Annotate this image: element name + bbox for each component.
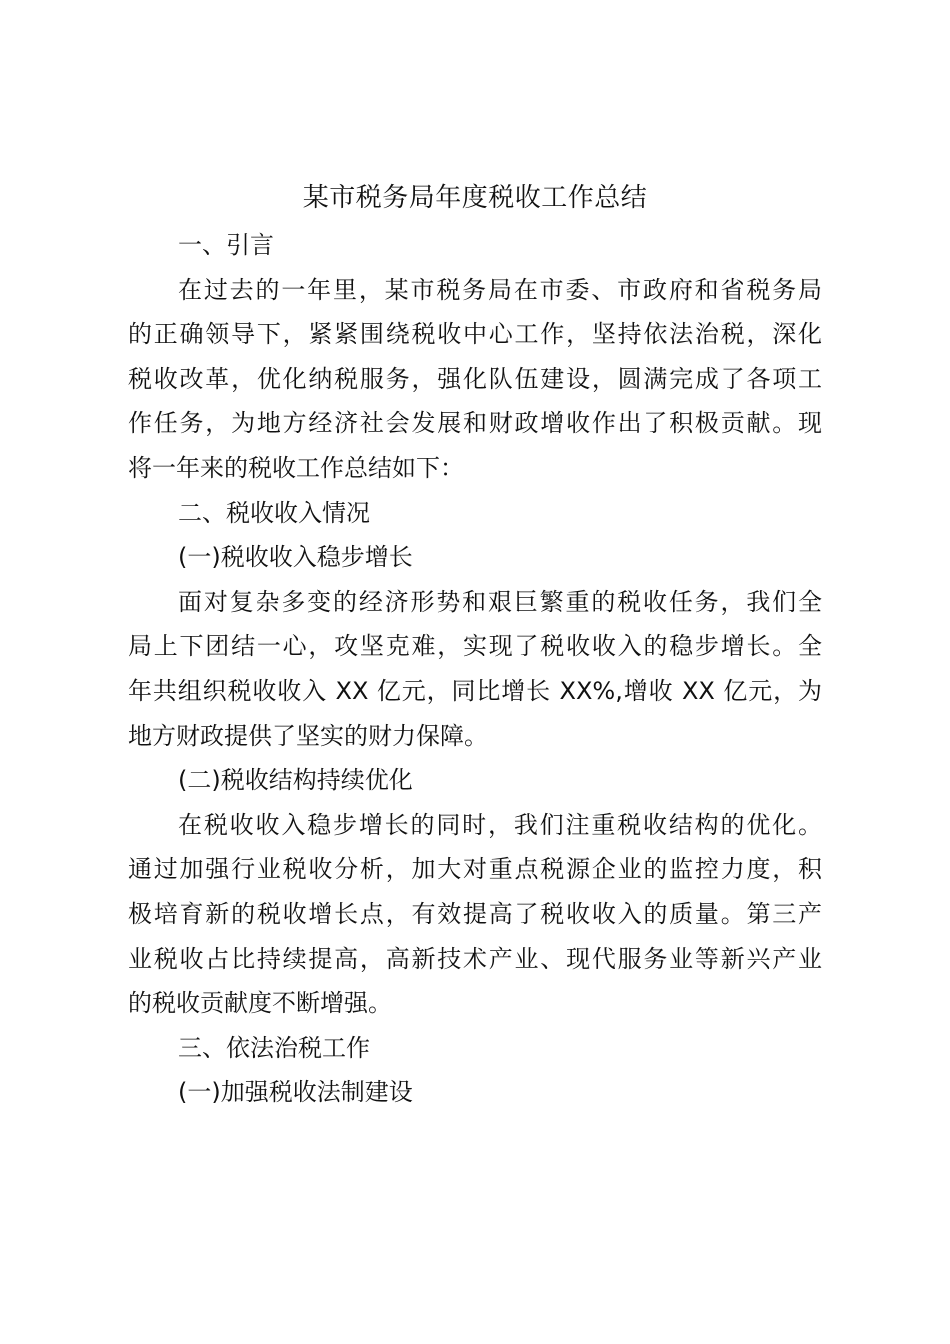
subsection-heading: (一)加强税收法制建设 — [178, 1078, 413, 1107]
section-heading-tax-revenue: 二、税收收入情况 — [178, 498, 370, 527]
subsection-heading: (一)税收收入稳步增长 — [178, 543, 413, 572]
document-title: 某市税务局年度税收工作总结 — [302, 183, 648, 213]
paragraph-line: 作任务，为地方经济社会发展和财政增收作出了积极贡献。现 — [128, 409, 822, 438]
paragraph-line: 年共组织税收收入 XX 亿元，同比增长 XX%,增收 XX 亿元，为 — [128, 676, 822, 705]
document-body — [128, 223, 822, 1115]
paragraph-line: 的税收贡献度不断增强。 — [128, 989, 392, 1018]
paragraph-line: 面对复杂多变的经济形势和艰巨繁重的税收任务，我们全 — [178, 587, 822, 616]
paragraph-line: 将一年来的税收工作总结如下： — [128, 453, 464, 482]
paragraph-line: 通过加强行业税收分析，加大对重点税源企业的监控力度，积 — [128, 855, 822, 884]
paragraph-line: 业税收占比持续提高，高新技术产业、现代服务业等新兴产业 — [128, 944, 822, 973]
subsection-heading: (二)税收结构持续优化 — [178, 766, 413, 795]
section-heading-law-based-taxation: 三、依法治税工作 — [178, 1033, 370, 1062]
paragraph-line: 极培育新的税收增长点，有效提高了税收收入的质量。第三产 — [128, 899, 822, 928]
paragraph-line: 税收改革，优化纳税服务，强化队伍建设，圆满完成了各项工 — [128, 364, 822, 393]
paragraph-line: 在税收收入稳步增长的同时，我们注重税收结构的优化。 — [178, 810, 822, 839]
paragraph-line: 地方财政提供了坚实的财力保障。 — [128, 721, 488, 750]
section-heading-introduction: 一、引言 — [178, 231, 274, 259]
paragraph-line: 的正确领导下，紧紧围绕税收中心工作，坚持依法治税，深化 — [128, 320, 822, 349]
paragraph-line: 在过去的一年里，某市税务局在市委、市政府和省税务局 — [178, 275, 822, 304]
paragraph-line: 局上下团结一心，攻坚克难，实现了税收收入的稳步增长。全 — [128, 632, 822, 661]
